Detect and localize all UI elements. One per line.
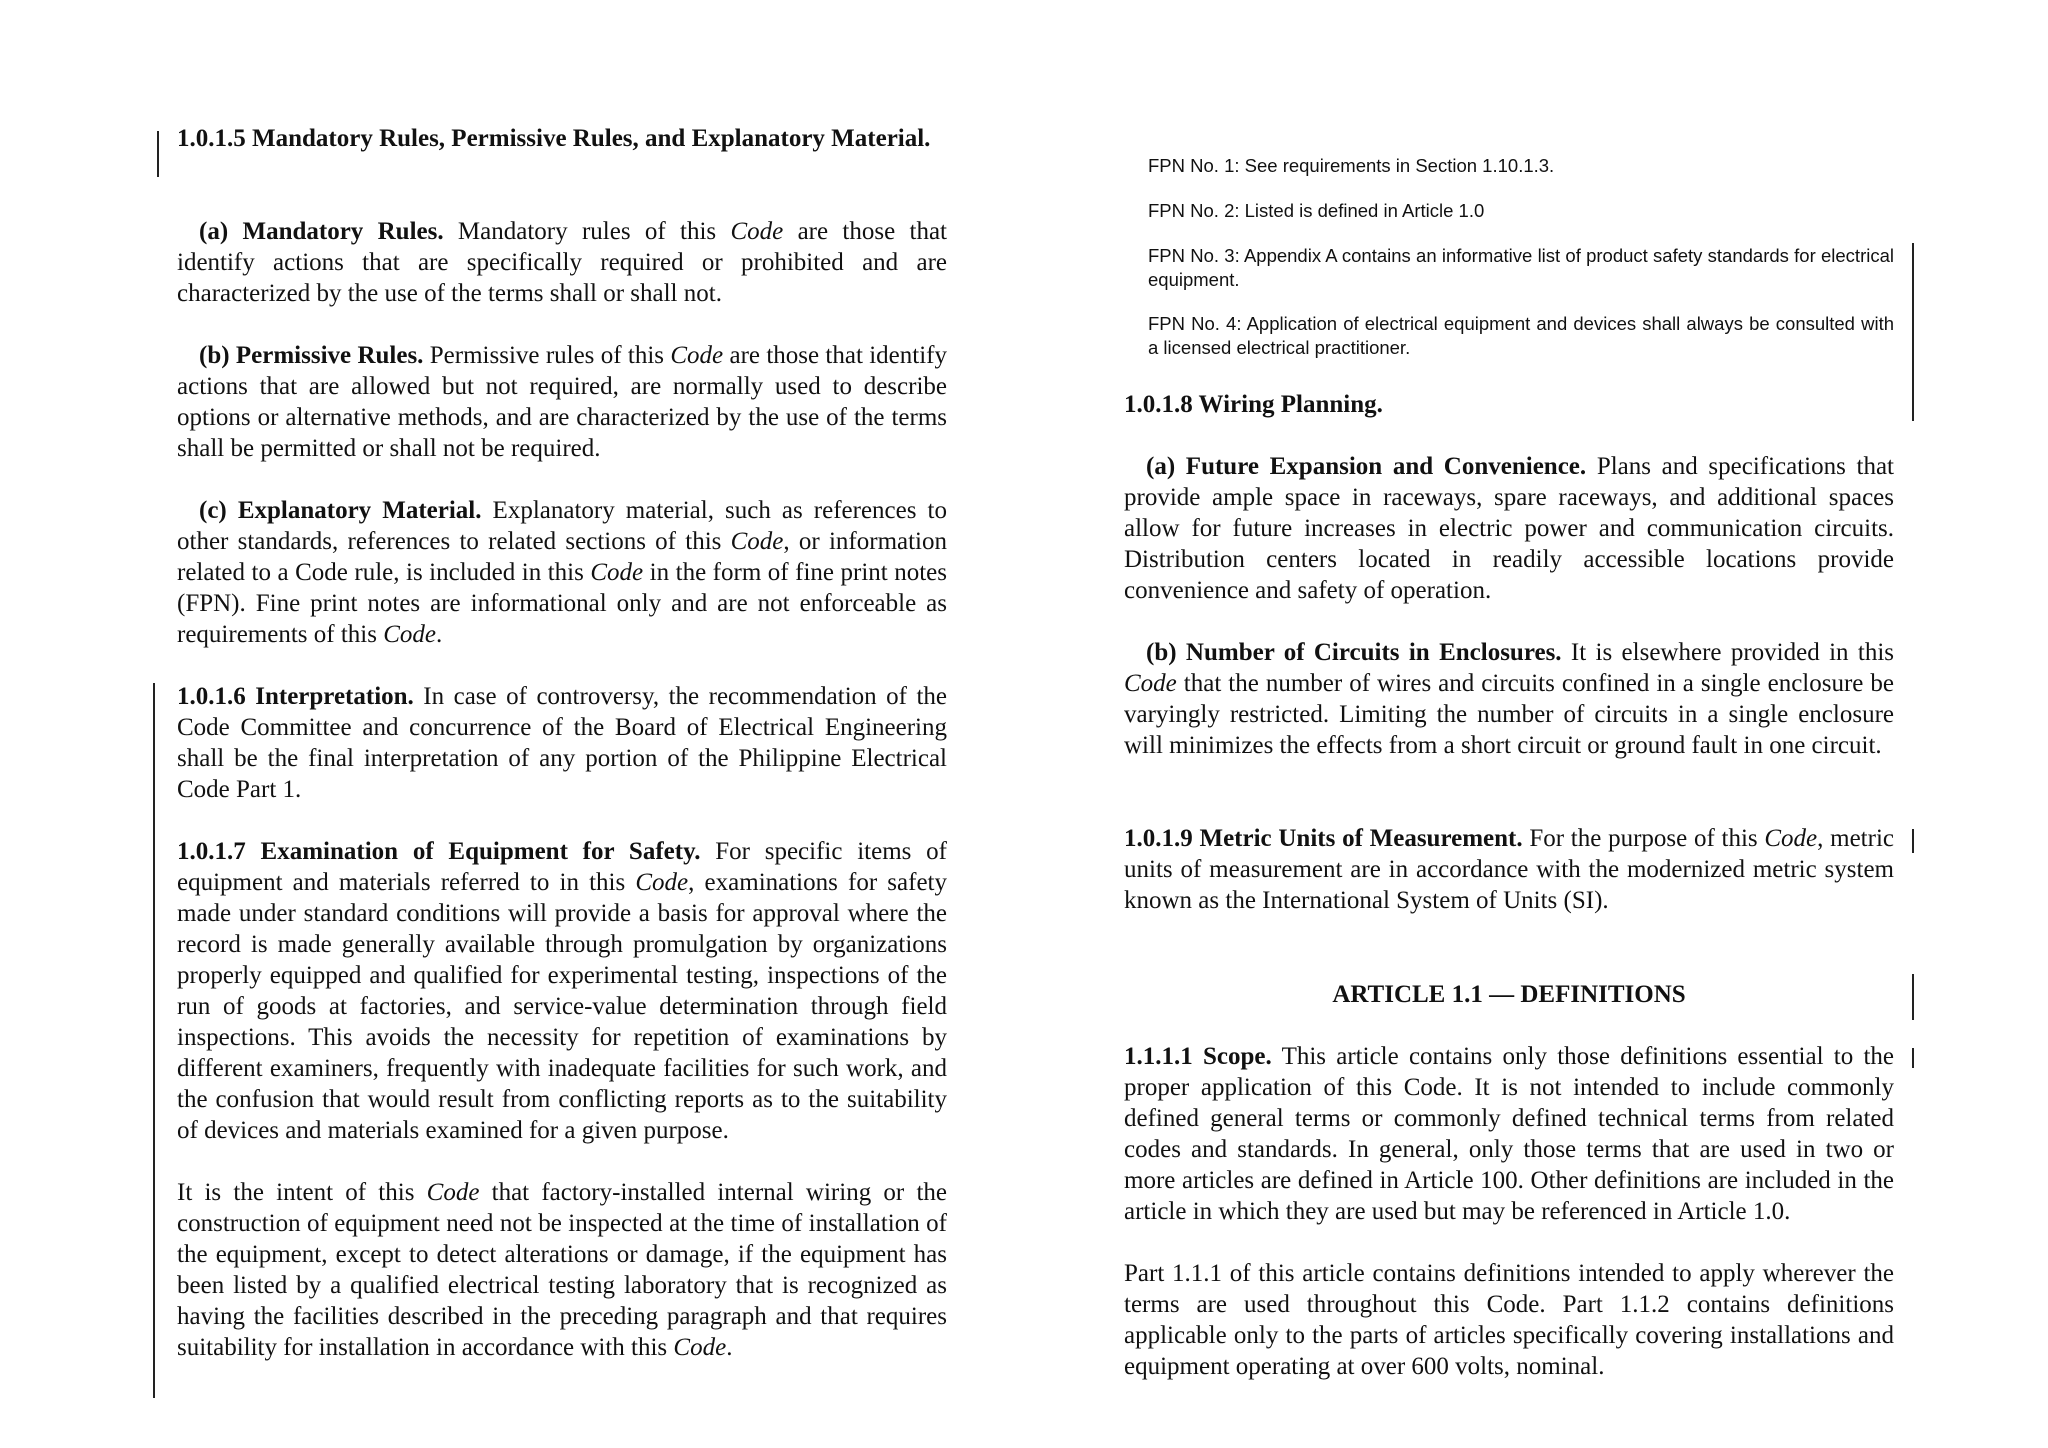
circuits-enclosures-paragraph: (b) Number of Circuits in Enclosures. It is elsewhere provided in this Code that the number of wires and circuits confined in a single enclosure be varyingly restricted. Limiting the number of circuits in a single enclosure will minimizes the effects from a short circuit or ground fault in one circuit.	[1124, 639, 1894, 759]
section-1111-second-paragraph: Part 1.1.1 of this article contains definitions intended to apply wherever the terms are used throughout this Code. Part 1.1.2 contains definitions applicable only to the parts of articles specifically covering installations and equipment operating at over 600 volts, nominal.	[1124, 1260, 1894, 1380]
future-expansion-paragraph: (a) Future Expansion and Convenience. Plans and specifications that provide ample space in raceways, spare raceways, and additional spaces allow for future increases in electric power and communication circuits. Distribution centers located in readily accessible locations provide convenience and safety of operation.	[1124, 453, 1894, 604]
section-1015-heading: 1.0.1.5 Mandatory Rules, Permissive Rules, and Explanatory Material.	[177, 125, 931, 152]
change-bar	[157, 131, 159, 177]
change-bar	[1912, 243, 1914, 421]
fpn-note-3: FPN No. 3: Appendix A contains an informative list of product safety standards for electrical equipment.	[1148, 245, 1894, 290]
change-bar	[153, 683, 155, 1398]
change-bar	[1912, 974, 1914, 1020]
fpn-note-4: FPN No. 4: Application of electrical equipment and devices shall always be consulted with a licensed electrical practitioner.	[1148, 313, 1894, 358]
section-1111-paragraph: 1.1.1.1 Scope. This article contains only those definitions essential to the proper application of this Code. It is not intended to include commonly defined general terms or commonly defined technical terms from related codes and standards. In general, only those terms that are used in two or more articles are defined in Article 100. Other definitions are included in the article in which they are used but may be referenced in Article 1.0.	[1124, 1043, 1895, 1225]
section-1017-second-paragraph: It is the intent of this Code that factory-installed internal wiring or the construction of equipment need not be inspected at the time of installation of the equipment, except to detect alterations or damage, if the equipment has been listed by a qualified electrical testing laboratory that is recognized as having the facilities described in the preceding paragraph and that requires suitability for installation in accordance with this Code.	[177, 1179, 947, 1361]
fpn-note-2: FPN No. 2: Listed is defined in Article 1.0	[1148, 200, 1485, 221]
permissive-rules-paragraph: (b) Permissive Rules. Permissive rules of this Code are those that identify actions that are allowed but not required, are normally used to describe options or alternative methods, and are characterized by the use of the terms shall be permitted or shall not be required.	[177, 342, 947, 462]
section-1019-paragraph: 1.0.1.9 Metric Units of Measurement. For the purpose of this Code, metric units of measurement are in accordance with the modernized metric system known as the International System of Units (SI).	[1124, 825, 1894, 914]
fpn-note-1: FPN No. 1: See requirements in Section 1.10.1.3.	[1148, 155, 1555, 176]
section-1017-paragraph: 1.0.1.7 Examination of Equipment for Safety. For specific items of equipment and materials referred to in this Code, examinations for safety made under standard conditions will provide a basis for approval where the record is made generally available through promulgation by organizations properly equipped and qualified for experimental testing, inspections of the run of goods at factories, and service-value determination through field inspections. This avoids the necessity for repetition of examinations by different examiners, frequently with inadequate facilities for such work, and the confusion that would result from conflicting reports as to the suitability of devices and materials examined for a given purpose.	[177, 838, 948, 1144]
section-1018-heading: 1.0.1.8 Wiring Planning.	[1124, 391, 1383, 418]
change-bar	[1912, 829, 1914, 853]
article-heading: ARTICLE 1.1 — DEFINITIONS	[1332, 981, 1686, 1008]
mandatory-rules-paragraph: (a) Mandatory Rules. Mandatory rules of this Code are those that identify actions that are specifically required or prohibited and are characterized by the use of the terms shall or shall not.	[177, 218, 947, 307]
section-1016-paragraph: 1.0.1.6 Interpretation. In case of controversy, the recommendation of the Code Committee and concurrence of the Board of Electrical Engineering shall be the final interpretation of any portion of the Philippine Electrical Code Part 1.	[177, 683, 947, 803]
explanatory-material-paragraph: (c) Explanatory Material. Explanatory material, such as references to other standards, references to related sections of this Code, or information related to a Code rule, is included in this Code in the form of fine print notes (FPN). Fine print notes are informational only and are not enforceable as requirements of this Code.	[177, 497, 948, 648]
change-bar	[1912, 1048, 1914, 1068]
